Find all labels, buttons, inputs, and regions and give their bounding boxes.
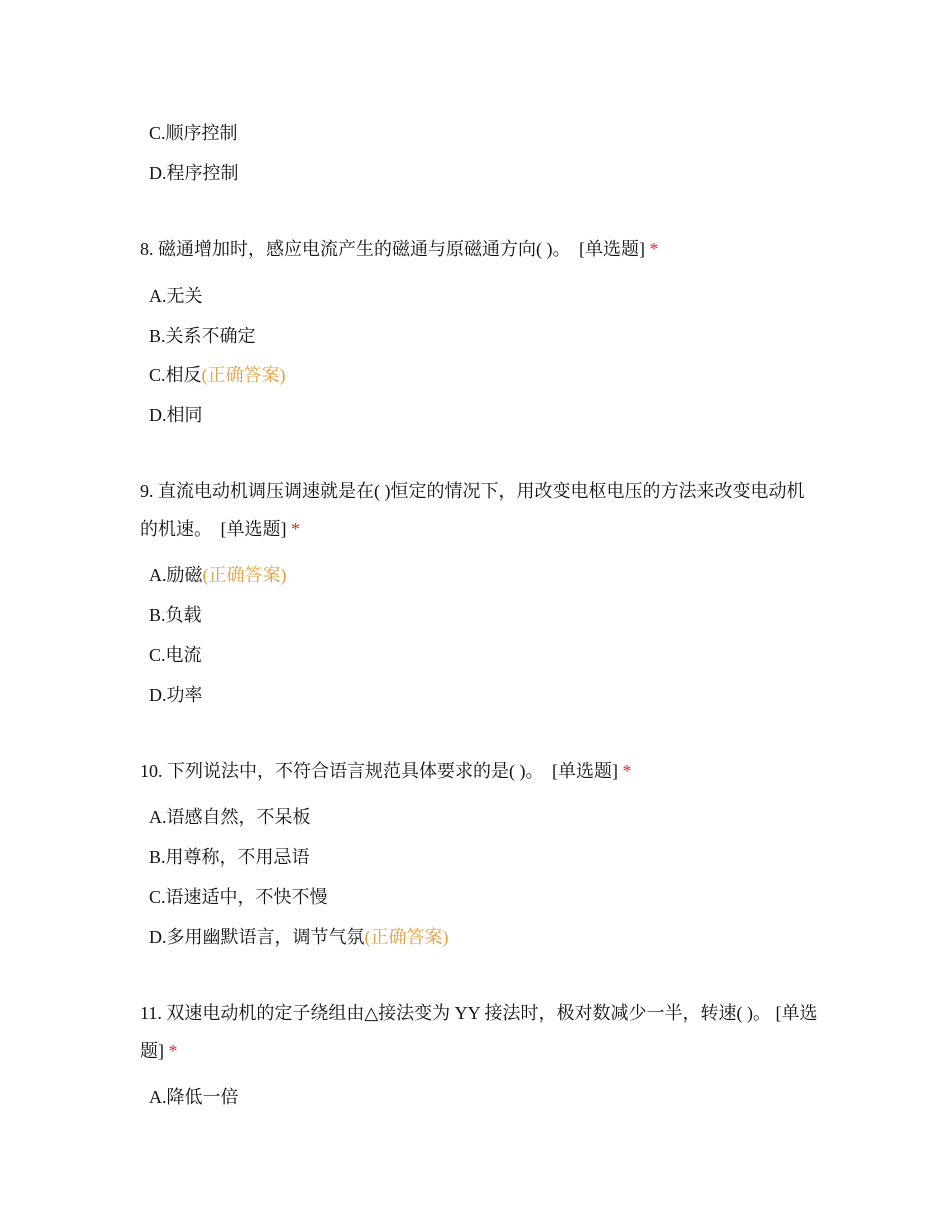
required-asterisk: * (291, 519, 300, 539)
question-9-title: 9. 直流电动机调压调速就是在( )恒定的情况下，用改变电枢电压的方法来改变电动机的机速。 [单选题] * (140, 481, 805, 539)
question-8-option-b: B.关系不确定 (149, 326, 256, 346)
question-11-option-a: A.降低一倍 (149, 1087, 239, 1107)
required-asterisk: * (649, 239, 659, 259)
question-type-tag: [单选题] (140, 1003, 818, 1061)
question-8-title: 8. 磁通增加时，感应电流产生的磁通与原磁通方向( )。 [单选题] * (140, 239, 659, 259)
question-9-option-d: D.功率 (149, 685, 203, 705)
question-10-option-a: A.语感自然，不呆板 (149, 807, 311, 827)
correct-answer-mark: (正确答案) (202, 565, 287, 585)
question-10-title: 10. 下列说法中，不符合语言规范具体要求的是( )。 [单选题] * (140, 761, 632, 781)
question-9-option-b: B.负载 (149, 605, 202, 625)
question-10-option-d: D.多用幽默语言，调节气氛(正确答案) (149, 927, 449, 947)
question-10-option-b: B.用尊称，不用忌语 (149, 847, 310, 867)
required-asterisk: * (168, 1041, 178, 1061)
question-9-option-c: C.电流 (149, 645, 202, 665)
correct-answer-mark: (正确答案) (201, 365, 286, 385)
question-9-option-a: A.励磁(正确答案) (149, 565, 287, 585)
question-10-option-c: C.语速适中，不快不慢 (149, 887, 328, 907)
required-asterisk: * (622, 761, 632, 781)
option-prev-d: D.程序控制 (149, 163, 239, 183)
option-prev-c: C.顺序控制 (149, 123, 238, 143)
question-8-option-d: D.相同 (149, 405, 203, 425)
question-type-tag: [单选题] (579, 239, 645, 259)
question-8-option-a: A.无关 (149, 286, 203, 306)
question-type-tag: [单选题] (552, 761, 618, 781)
question-8-option-c: C.相反(正确答案) (149, 365, 286, 385)
correct-answer-mark: (正确答案) (364, 927, 449, 947)
question-type-tag: [单选题] (220, 519, 287, 539)
question-11-title: 11. 双速电动机的定子绕组由△接法变为 YY 接法时，极对数减少一半，转速( )。 [单选题] * (140, 1003, 818, 1061)
